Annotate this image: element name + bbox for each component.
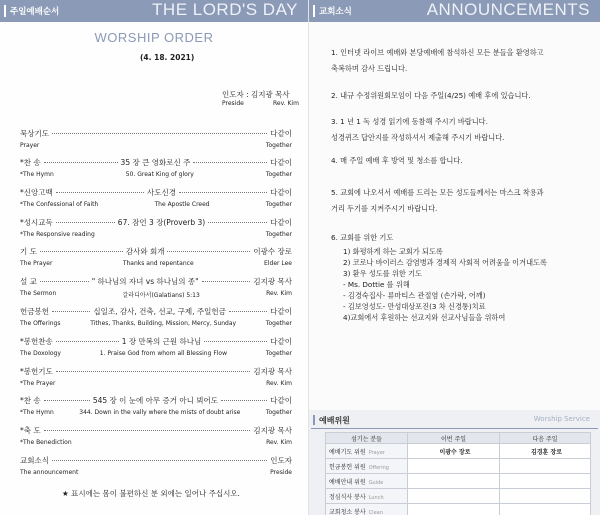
table-header-row	[326, 433, 591, 444]
prayer-item: - 김보영성도- 만성대상포진(3 차 신경통)치료	[343, 302, 486, 311]
prayer-item: 1) 화평하게 하는 교회가 되도록	[343, 247, 443, 256]
staff-role-en: Guide	[368, 479, 384, 486]
order-item-title-en: Prayer	[20, 142, 40, 149]
order-item-leader-en: Together	[265, 320, 292, 327]
table-row	[326, 474, 591, 489]
order-item-title: 교회소식	[20, 456, 49, 465]
banner-accent-bar	[313, 5, 315, 17]
order-item-en	[20, 469, 292, 476]
banner-title: ANNOUNCEMENTS	[426, 0, 590, 19]
leader-dots	[44, 430, 251, 431]
order-item-leader-en: Together	[265, 231, 292, 238]
leader-dots	[221, 400, 267, 401]
order-item-en	[20, 231, 292, 238]
leader-dots	[52, 133, 267, 134]
order-item-en	[20, 260, 292, 267]
service-date: (4. 18. 2021)	[140, 53, 195, 62]
order-item-title: *봉헌기도	[20, 367, 53, 376]
staff-role-en: Offering	[368, 464, 389, 471]
section-label: 교회소식	[319, 7, 352, 17]
order-item-ko	[20, 246, 292, 257]
next-week-cell	[500, 474, 591, 489]
banner-title: THE LORD'S DAY	[152, 0, 298, 19]
order-item-leader: 인도자	[270, 456, 292, 465]
order-item	[20, 128, 292, 149]
order-item-detail-en: The Apostle Creed	[154, 201, 210, 208]
order-item-en	[20, 409, 292, 416]
order-item-title-en: The Prayer	[20, 260, 53, 267]
column-header: 다음 주일	[500, 433, 591, 444]
order-item-title-en: The Sermon	[20, 290, 57, 297]
order-item	[20, 306, 292, 327]
order-item-leader-en: Elder Lee	[264, 260, 292, 267]
leader-dots	[56, 222, 115, 223]
order-item-leader-en: Rev. Kim	[266, 439, 292, 446]
table-row	[326, 489, 591, 504]
announcement-line: 2. 내규 수정위원회모임이 다음 주일(4/25) 예배 후에 있습니다.	[331, 91, 531, 100]
order-item-ko	[20, 306, 292, 317]
order-item-en	[20, 290, 292, 299]
staff-role	[326, 504, 408, 515]
order-item-en	[20, 201, 292, 208]
prayer-item: 3) 환우 성도를 위한 기도	[343, 269, 423, 278]
order-item-title: 묵상기도	[20, 129, 49, 138]
announcement-line: 3. 1 년 1 독 성경 읽기에 동참해 주시기 바랍니다.	[331, 117, 488, 126]
order-item-leader: 다같이	[270, 307, 292, 316]
order-item	[20, 336, 292, 357]
presider-role-en: Preside	[222, 100, 244, 107]
staff-role-en: Clean	[368, 509, 383, 515]
order-item-leader: 다같이	[270, 158, 293, 167]
order-item-ko	[20, 276, 292, 287]
staff-role-ko: 헌금봉헌 위원	[329, 463, 366, 471]
order-item-leader-en: Together	[265, 409, 292, 416]
announcement-line: 5. 교회에 나오셔서 예배를 드리는 모든 성도들께서는 마스크 착용과	[331, 188, 544, 197]
order-item-detail: 67. 잠언 3 장(Proverb 3)	[117, 218, 206, 227]
order-item	[20, 217, 292, 238]
staff-role-ko: 예배안내 위원	[329, 478, 366, 486]
order-item-ko	[20, 336, 292, 347]
order-item-detail-en	[39, 142, 265, 149]
leader-dots	[56, 371, 251, 372]
section-label: 주일예배순서	[10, 7, 60, 17]
order-item-leader-en: Preside	[270, 469, 292, 476]
order-item-leader-en: Together	[265, 171, 292, 178]
order-item-detail-en: 344. Down in the vally where the mists of doubt arise	[79, 409, 241, 416]
order-item-title: *찬 송	[20, 396, 41, 405]
table-row	[326, 504, 591, 515]
order-item-en	[20, 171, 292, 178]
order-item-leader: 다같이	[270, 129, 292, 138]
order-item-title: *찬 송	[20, 158, 41, 167]
order-item-title-en: *The Hymn	[20, 409, 54, 416]
order-item-en	[20, 380, 292, 387]
staff-role-ko: 예배기도 위원	[329, 448, 366, 456]
order-item-ko	[20, 187, 292, 198]
prayer-title: 6. 교회를 위한 기도	[331, 233, 394, 242]
order-item-detail: 감사와 회개	[125, 247, 165, 256]
order-item-en	[20, 142, 292, 149]
order-item-leader: 다같이	[270, 188, 292, 197]
leader-dots	[202, 281, 251, 282]
standing-note: ★ 표시에는 몸이 불편하신 분 외에는 일어나 주십시오.	[62, 489, 240, 498]
order-item-detail-en: 갈라디아서(Galatians) 5:13	[122, 292, 200, 299]
prayer-item: 4)교회에서 후원하는 선교지와 선교사님들을 위하여	[343, 313, 506, 322]
page-subtitle: WORSHIP ORDER	[94, 30, 214, 45]
column-header: 섬기는 분들	[326, 433, 408, 444]
this-week-cell	[408, 489, 500, 504]
presider-name: 김지광 목사	[251, 90, 290, 99]
banner-accent-bar	[4, 5, 6, 17]
prayer-item: 2) 코로나 바이러스 감염병과 경제적 사회적 어려움을 이겨내도록	[343, 258, 547, 267]
presider-en	[222, 100, 299, 107]
presider-role: 인도자 :	[222, 90, 249, 99]
order-item-detail-en: Tithes, Thanks, Building, Mission, Mercy, Sunday	[90, 320, 237, 327]
order-item-leader: 다같이	[270, 337, 292, 346]
announcement-item	[331, 88, 531, 104]
order-item-title: *성시교독	[20, 218, 53, 227]
order-item-detail: 545 장 이 눈에 아무 증거 아니 뵈어도	[92, 396, 219, 405]
worship-order-banner	[0, 0, 308, 22]
order-item-leader: 김지광 목사	[253, 426, 292, 435]
this-week-cell	[408, 504, 500, 515]
order-item-title-en: *The Prayer	[20, 380, 56, 387]
order-item-leader-en: Together	[265, 350, 292, 357]
order-item-detail-en: 1. Praise God from whom all Blessing Flow	[99, 350, 228, 357]
leader-dots	[44, 162, 118, 163]
order-item-detail: 십일조, 감사, 건축, 선교, 구제, 주일헌금	[93, 307, 226, 316]
order-item	[20, 395, 292, 416]
header-accent-bar	[313, 415, 315, 425]
order-item-ko	[20, 455, 292, 466]
leader-dots	[229, 311, 267, 312]
order-item-ko	[20, 395, 292, 406]
staff-role-en: Lunch	[368, 494, 384, 501]
order-item	[20, 246, 292, 267]
order-item	[20, 157, 292, 178]
order-item	[20, 187, 292, 208]
order-item-title: *봉헌찬송	[20, 337, 53, 346]
leader-dots	[204, 341, 267, 342]
next-week-cell: 김경훈 장로	[500, 444, 591, 459]
order-item-ko	[20, 128, 292, 139]
prayer-item: - Ms. Dottie 를 위해	[343, 280, 410, 289]
staff-role	[326, 489, 408, 504]
leader-dots	[56, 341, 119, 342]
order-item-detail-en	[55, 380, 266, 387]
order-item-detail: 35 장 큰 영화로신 주	[120, 158, 191, 167]
staff-role-ko: 정심식사 봉사	[329, 493, 366, 501]
leader-dots	[52, 460, 267, 461]
order-item-leader-en: Rev. Kim	[266, 380, 292, 387]
announcements-banner	[309, 0, 600, 22]
order-item-en	[20, 350, 292, 357]
leader-dots	[167, 251, 250, 252]
order-item-en	[20, 320, 292, 327]
order-item-detail-en	[95, 231, 266, 238]
order-item-title-en: The Doxology	[20, 350, 61, 357]
announcement-line: 축복하며 감사 드립니다.	[331, 64, 408, 73]
leader-dots	[193, 162, 267, 163]
worship-staff-sublabel: Worship Service	[533, 415, 590, 423]
order-item-ko	[20, 366, 292, 377]
this-week-cell	[408, 459, 500, 474]
table-row	[326, 444, 591, 459]
order-item-ko	[20, 217, 292, 228]
staff-role	[326, 459, 408, 474]
announcement-item	[331, 45, 544, 77]
staff-role	[326, 444, 408, 459]
next-week-cell	[500, 489, 591, 504]
order-item-title: *축 도	[20, 426, 41, 435]
worship-staff-table	[325, 432, 591, 515]
worship-staff-header	[311, 412, 598, 429]
order-item-title-en: *The Benediction	[20, 439, 72, 446]
order-item-en	[20, 439, 292, 446]
next-week-cell	[500, 459, 591, 474]
order-item-leader-en: Together	[265, 201, 292, 208]
staff-role-ko: 교회청소 봉사	[329, 508, 366, 515]
order-item-title: 설 교	[20, 277, 37, 286]
order-item-title: 헌금봉헌	[20, 307, 49, 316]
this-week-cell	[408, 474, 500, 489]
leader-dots	[208, 222, 267, 223]
order-item	[20, 455, 292, 476]
order-item-detail: 사도신경	[147, 188, 176, 197]
order-item-title-en: *The Responsive reading	[20, 231, 95, 238]
order-item-detail-en	[72, 439, 266, 446]
this-week-cell: 이광수 장로	[408, 444, 500, 459]
order-item	[20, 276, 292, 299]
order-item-leader: 이광수 장로	[253, 247, 292, 256]
announcement-line: 성경퀴즈 답안지를 작성하셔서 제출해 주시기 바랍니다.	[331, 133, 505, 142]
order-item-leader: 김지광 목사	[253, 367, 292, 376]
table-row	[326, 459, 591, 474]
prayer-item: - 김경숙집사- 류마티스 관절염 (손가락, 어깨)	[343, 291, 486, 300]
order-item-detail-en: 50. Great King of glory	[125, 171, 194, 178]
order-item-leader: 다같이	[270, 396, 293, 405]
staff-role	[326, 474, 408, 489]
announcement-line: 1. 인터넷 라이브 예배와 본당예배에 참석하신 모든 분들을 환영하고	[331, 48, 544, 57]
worship-staff-label: 예배위원	[319, 416, 350, 425]
announcement-item	[331, 185, 544, 217]
worship-staff-panel	[309, 410, 600, 515]
order-item-title-en: *The Hymn	[20, 171, 54, 178]
order-item-title-en: *The Confessional of Faith	[20, 201, 99, 208]
staff-role-en: Prayer	[368, 449, 385, 456]
prayer-section	[331, 230, 547, 323]
order-item-title-en: The announcement	[20, 469, 79, 476]
order-item-ko	[20, 157, 292, 168]
leader-dots	[52, 311, 90, 312]
order-item	[20, 366, 292, 387]
order-item-leader-en: Rev. Kim	[266, 290, 292, 297]
leader-dots	[179, 192, 267, 193]
leader-dots	[40, 281, 89, 282]
column-header: 이번 주일	[408, 433, 500, 444]
order-item-detail-en: Thanks and repentance	[122, 260, 194, 267]
announcements-page	[309, 0, 600, 515]
order-item-detail-en	[78, 469, 270, 476]
presider-name-en: Rev. Kim	[273, 100, 299, 107]
announcement-item	[331, 114, 504, 146]
order-item-title-en: The Offerings	[20, 320, 61, 327]
order-item-detail: 1 장 만복의 근원 하나님	[121, 337, 202, 346]
leader-dots	[56, 192, 144, 193]
presider-ko	[222, 89, 290, 100]
leader-dots	[44, 400, 90, 401]
order-item-leader: 김지광 목사	[253, 277, 293, 286]
order-item-detail: " 하나님의 자녀 vs 하나님의 종"	[91, 277, 199, 286]
order-item-leader-en: Together	[265, 142, 292, 149]
order-item	[20, 425, 292, 446]
announcement-line: 4. 매 주일 예배 후 방역 및 청소를 합니다.	[331, 156, 463, 165]
announcement-item	[331, 153, 463, 169]
order-item-title: 기 도	[20, 247, 37, 256]
announcement-line: 거리 두기를 지켜주시기 바랍니다.	[331, 204, 438, 213]
leader-dots	[40, 251, 123, 252]
order-item-leader: 다같이	[270, 218, 292, 227]
order-item-title: *신앙고백	[20, 188, 53, 197]
next-week-cell	[500, 504, 591, 515]
order-item-ko	[20, 425, 292, 436]
